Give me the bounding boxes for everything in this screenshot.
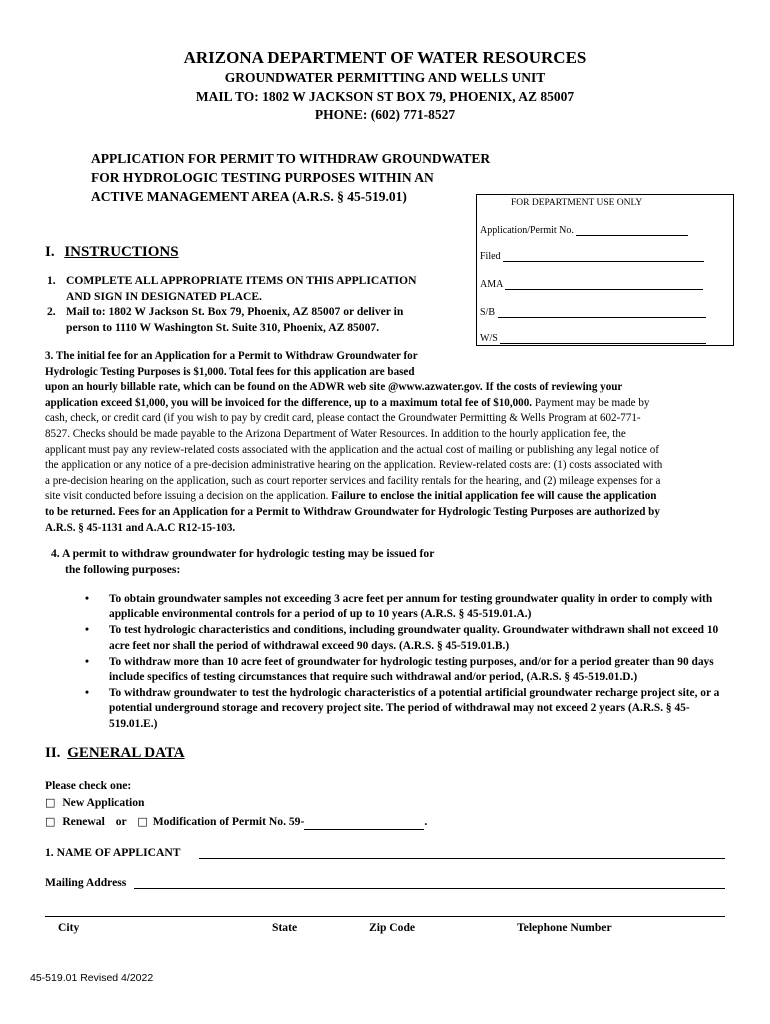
item3-line-regular: Payment may be made by — [532, 396, 650, 409]
telephone-number-label: Telephone Number — [517, 921, 612, 934]
city-label: City — [58, 921, 80, 934]
item3-line — [45, 489, 727, 505]
item3-line: a pre-decision hearing on the application, such as court reporter services and facility rentals for the hearing, and (2) mileage expenses for a — [45, 474, 661, 487]
purpose-item — [83, 623, 728, 653]
application-title-line2: FOR HYDROLOGIC TESTING PURPOSES WITHIN AN — [91, 170, 434, 185]
item3-fee-paragraph — [45, 349, 727, 536]
instructions-heading-text: INSTRUCTIONS — [64, 244, 179, 260]
ama-label: AMA — [480, 279, 503, 290]
city-state-zip-phone-field[interactable] — [45, 916, 725, 917]
agency-title: ARIZONA DEPARTMENT OF WATER RESOURCES — [183, 48, 587, 67]
zip-code-label: Zip Code — [369, 921, 416, 934]
renewal-label: Renewal — [62, 815, 105, 828]
purpose-item — [83, 592, 728, 622]
state-label: State — [272, 921, 298, 934]
please-check-one: Please check one: — [45, 779, 132, 792]
instructions-heading-number: I. — [45, 244, 55, 260]
purpose-text: To test hydrologic characteristics and conditions, including groundwater quality. Groundwater withdrawn shall not exceed 10 acre feet nor shall the period of withdrawal exceed 90 days. (A.R.S. § 45-519.01.B.) — [109, 624, 719, 652]
filed-label: Filed — [480, 251, 501, 262]
new-application-option[interactable] — [45, 795, 144, 811]
department-use-title: FOR DEPARTMENT USE ONLY — [511, 198, 643, 208]
department-use-box — [476, 194, 734, 346]
name-of-applicant-label: 1. NAME OF APPLICANT — [45, 846, 181, 859]
mail-to-address: MAIL TO: 1802 W JACKSON ST BOX 79, PHOENIX, AZ 85007 — [195, 89, 575, 104]
item1-line2: AND SIGN IN DESIGNATED PLACE. — [66, 290, 262, 303]
modification-period: . — [424, 815, 428, 828]
item3-line: A.R.S. § 45-1131 and A.A.C R12-15-103. — [45, 521, 236, 534]
permit-number-field[interactable] — [480, 225, 688, 236]
item4-line1: 4. A permit to withdraw groundwater for hydrologic testing may be issued for — [51, 547, 435, 560]
form-revision: 45-519.01 Revised 4/2022 — [30, 972, 154, 984]
ws-line — [500, 333, 706, 344]
bullet-icon: • — [85, 655, 89, 668]
item3-line-bold: application exceed $1,000, you will be invoiced for the difference, up to a maximum total fee of $10,000. — [45, 396, 533, 409]
sb-field[interactable] — [480, 307, 706, 318]
permit-number-input[interactable] — [304, 819, 424, 830]
item3-line: 8527. Checks should be made payable to the Arizona Department of Water Resources. In addition to the hourly application fee, the — [45, 427, 626, 440]
item3-line: 3. The initial fee for an Application for a Permit to Withdraw Groundwater for — [45, 350, 418, 362]
item3-line: upon an hourly billable rate, which can be found on the ADWR web site @www.azwater.gov. If the costs of reviewing your — [45, 381, 623, 394]
renewal-modification-row — [45, 814, 427, 830]
permit-number-label: Application/Permit No. — [480, 225, 574, 236]
bullet-icon: • — [85, 687, 89, 700]
sb-line — [498, 307, 706, 318]
instructions-heading — [45, 244, 179, 261]
ama-line — [505, 279, 703, 290]
purpose-text: To withdraw groundwater to test the hydrologic characteristics of a potential artificial groundwater recharge project site, or a potential underground storage and recovery project site. The period of withdrawal may not exceed 2 years (A.R.S. § 45-519.01.E.) — [109, 687, 720, 730]
phone-number: PHONE: (602) 771-8527 — [314, 107, 456, 122]
item3-line: cash, check, or credit card (if you wish to pay by credit card, please contact the Groundwater Permitting & Wells Program at 602-771- — [45, 412, 641, 425]
name-of-applicant-field[interactable] — [199, 858, 725, 859]
unit-title: GROUNDWATER PERMITTING AND WELLS UNIT — [224, 70, 546, 85]
bullet-icon: • — [85, 624, 89, 637]
or-label: or — [115, 815, 127, 828]
modification-label: Modification of Permit No. 59- — [152, 815, 305, 828]
item2-line1: Mail to: 1802 W Jackson St. Box 79, Phoenix, AZ 85007 or deliver in — [66, 305, 404, 318]
ws-label: W/S — [480, 333, 498, 344]
purpose-text: To withdraw more than 10 acre feet of groundwater for hydrologic testing purposes, and/or for a period greater than 90 days include specifics of testing circumstances that require such withdrawal and/or period, (A.R.S. § 45-519.01.D.) — [109, 655, 714, 684]
general-heading-number: II. — [45, 745, 61, 761]
item3-line: the application or any notice of a pre-decision administrative hearing on the application. Review-related costs are: (1) costs associated with — [45, 459, 663, 472]
general-heading-text: GENERAL DATA — [67, 745, 185, 761]
ama-field[interactable] — [480, 279, 703, 290]
renewal-checkbox[interactable]: □ — [45, 815, 56, 828]
new-application-label: New Application — [62, 796, 145, 809]
item4-line2: the following purposes: — [65, 563, 181, 576]
purpose-item — [83, 655, 728, 685]
application-title-line3: ACTIVE MANAGEMENT AREA (A.R.S. § 45-519.01) — [91, 189, 407, 204]
item3-line — [45, 396, 727, 412]
item3-line-regular: site visit conducted before issuing a decision on the application. — [45, 490, 329, 503]
sb-label: S/B — [480, 307, 496, 318]
filed-field[interactable] — [480, 251, 704, 262]
item3-line: applicant must pay any review-related costs associated with the application and the actual cost of mailing or publishing any legal notice of — [45, 443, 659, 456]
item1-number: 1. — [47, 274, 56, 287]
modification-checkbox[interactable]: □ — [137, 815, 148, 828]
item3-line: Hydrologic Testing Purposes is $1,000. Total fees for this application are based — [45, 365, 415, 378]
purposes-list — [83, 592, 728, 732]
mailing-address-field[interactable] — [134, 888, 725, 889]
general-data-heading — [45, 745, 185, 762]
purpose-text: To obtain groundwater samples not exceeding 3 acre feet per annum for testing groundwater quality in order to comply with applicable environmental controls for a period of up to 10 years (A.R.S. § 45-519.01.A.) — [109, 593, 713, 621]
item1-line1: COMPLETE ALL APPROPRIATE ITEMS ON THIS APPLICATION — [66, 274, 417, 287]
ws-field[interactable] — [480, 333, 706, 344]
permit-number-line — [576, 225, 688, 236]
item2-number: 2. — [47, 305, 56, 318]
item3-line-bold: Failure to enclose the initial application fee will cause the application — [328, 490, 657, 503]
new-application-checkbox[interactable]: □ — [45, 796, 56, 809]
bullet-icon: • — [85, 593, 89, 605]
application-title-line1: APPLICATION FOR PERMIT TO WITHDRAW GROUNDWATER — [91, 151, 491, 166]
filed-line — [503, 251, 704, 262]
item3-line: to be returned. Fees for an Application for a Permit to Withdraw Groundwater for Hydrologic Testing Purposes are authorized by — [45, 505, 660, 518]
mailing-address-label: Mailing Address — [45, 876, 127, 889]
purpose-item — [83, 686, 728, 732]
item2-line2: person to 1110 W Washington St. Suite 310, Phoenix, AZ 85007. — [66, 321, 380, 334]
